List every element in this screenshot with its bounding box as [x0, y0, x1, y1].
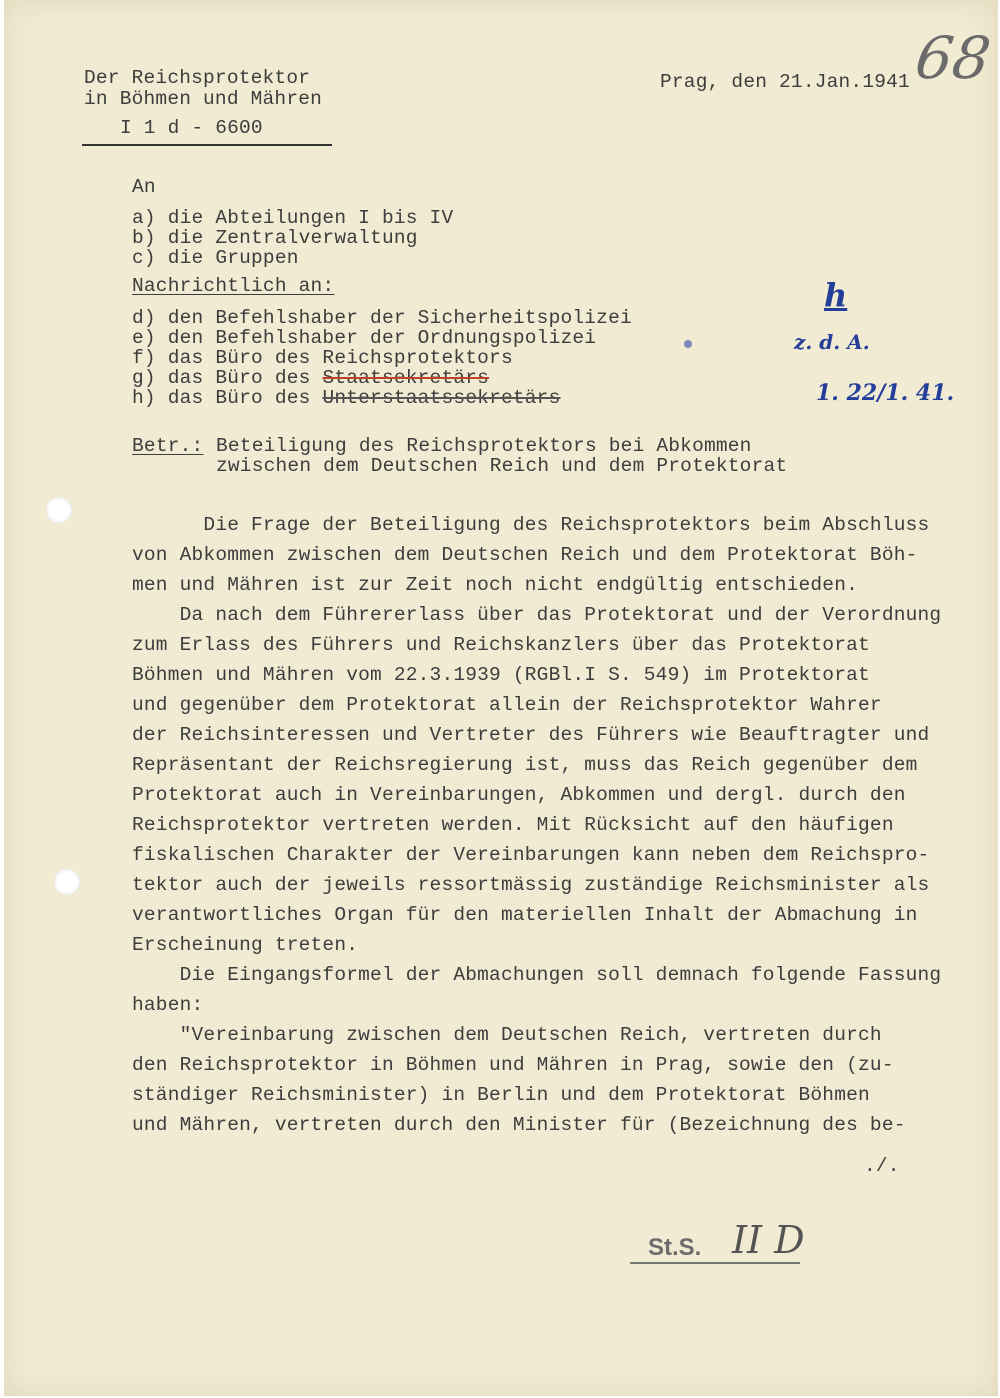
subject-line-2: zwischen dem Deutschen Reich und dem Protektorat	[216, 455, 788, 477]
continuation-mark: ./.	[864, 1155, 900, 1177]
cc-g-struck: Staatsekretärs	[322, 367, 490, 389]
cc-e: e) den Befehlshaber der Ordnungspolizei	[132, 327, 597, 349]
sender-line-2: in Böhmen und Mähren	[84, 88, 323, 110]
cc-h-struck: Unterstaatssekretärs	[322, 387, 561, 409]
punch-hole-upper	[46, 497, 72, 523]
body-line: zum Erlass des Führers und Reichskanzlers über das Protektorat	[132, 634, 870, 656]
cc-h-prefix: h) das Büro des	[132, 387, 323, 409]
body-line: der Reichsinteressen und Vertreter des Führers wie Beauftragter und	[132, 724, 930, 746]
registry-stamp	[648, 1234, 701, 1262]
cc-h	[132, 388, 560, 408]
body-line: Die Frage der Beteiligung des Reichsprotektors beim Abschluss	[132, 514, 930, 536]
body-line: ständiger Reichsminister) in Berlin und dem Protektorat Böhmen	[132, 1084, 870, 1106]
file-reference: I 1 d - 6600	[120, 117, 263, 139]
body-line: "Vereinbarung zwischen dem Deutschen Reich, vertreten durch	[132, 1024, 882, 1046]
recipients-label: An	[132, 176, 156, 198]
recipient-a: a) die Abteilungen I bis IV	[132, 207, 454, 229]
body-line: Protektorat auch in Vereinbarungen, Abkommen und dergl. durch den	[132, 784, 906, 806]
body-line: verantwortliches Organ für den materiellen Inhalt der Abmachung in	[132, 904, 918, 926]
annotation-date: 1. 22/1. 41.	[816, 380, 955, 406]
date-line: Prag, den 21.Jan.1941	[660, 71, 910, 93]
body-line: Da nach dem Führererlass über das Protektorat und der Verordnung	[132, 604, 942, 626]
annotation-zda: z. d. A.	[794, 330, 870, 354]
subject-line-1: Beteiligung des Reichsprotektors bei Abkommen	[216, 435, 752, 457]
stamp-underline	[630, 1262, 800, 1264]
stamp-handwritten: II D	[732, 1218, 805, 1262]
body-line: men und Mähren ist zur Zeit noch nicht endgültig entschieden.	[132, 574, 859, 596]
body-line: und gegenüber dem Protektorat allein der Reichsprotektor Wahrer	[132, 694, 882, 716]
cc-f: f) das Büro des Reichsprotektors	[132, 347, 513, 369]
body-line: Böhmen und Mähren vom 22.3.1939 (RGBl.I S. 549) im Protektorat	[132, 664, 870, 686]
body-line: tektor auch der jeweils ressortmässig zuständige Reichsminister als	[132, 874, 930, 896]
ink-dot	[684, 340, 692, 348]
body-line: fiskalischen Charakter der Vereinbarungen kann neben dem Reichspro-	[132, 844, 930, 866]
document-page	[4, 0, 998, 1396]
body-line: von Abkommen zwischen dem Deutschen Reich und dem Protektorat Böh-	[132, 544, 918, 566]
handwritten-page-number: 68	[911, 24, 995, 92]
punch-hole-lower	[54, 869, 80, 895]
body-line: den Reichsprotektor in Böhmen und Mähren in Prag, sowie den (zu-	[132, 1054, 894, 1076]
stamp-printed: St.S.	[648, 1234, 702, 1261]
body-line: Erscheinung treten.	[132, 934, 359, 956]
subject-label: Betr.:	[132, 435, 204, 457]
body-line: Die Eingangsformel der Abmachungen soll demnach folgende Fassung	[132, 964, 942, 986]
cc-g-prefix: g) das Büro des	[132, 367, 323, 389]
body-line: haben:	[132, 994, 204, 1016]
body-line: Repräsentant der Reichsregierung ist, muss das Reich gegenüber dem	[132, 754, 918, 776]
recipient-b: b) die Zentralverwaltung	[132, 227, 418, 249]
cc-g	[132, 368, 489, 388]
cc-label: Nachrichtlich an:	[132, 275, 335, 297]
sender-line-1: Der Reichsprotektor	[84, 67, 311, 89]
annotation-mark: h	[824, 276, 848, 314]
file-reference-rule	[82, 144, 332, 146]
recipient-c: c) die Gruppen	[132, 247, 299, 269]
body-line: Reichsprotektor vertreten werden. Mit Rücksicht auf den häufigen	[132, 814, 894, 836]
body-line: und Mähren, vertreten durch den Minister für (Bezeichnung des be-	[132, 1114, 906, 1136]
cc-d: d) den Befehlshaber der Sicherheitspolizei	[132, 307, 632, 329]
